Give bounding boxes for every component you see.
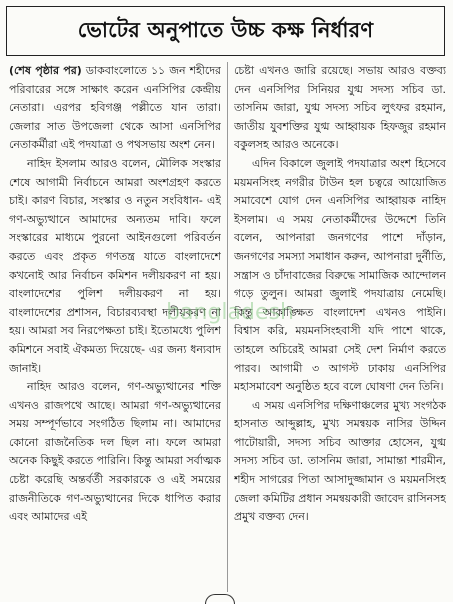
paragraph: নাহিদ আরও বলেন, গণ-অভ্যুত্থানের শক্তি এখনও রাজপথে আছে। আমরা গণ-অভ্যুত্থানের সময় সম্পূর্ণভাবে সংগঠিত ছিলাম না। আমাদের কোনো রাজনৈতিক দল ছিল না। ফলে আমরা অনেক কিছুই করতে পারিনি। কিন্তু আমরা সর্বাত্মক চেষ্টা করেছি অন্তর্বর্তী সরকারকে ও এই সময়ের রাজনীতিকে গণ-অভ্যুত্থানের দিকে ধাপিত করার এবং আমাদের এই <box>9 380 221 524</box>
paragraph: নাহিদ ইসলাম আরও বলেন, মৌলিক সংস্কার শেষে আগামী নির্বাচনে আমরা অংশগ্রহণ করতে চাই। কারণ বিচার, সংস্কার ও নতুন সংবিধান- এই গণ-অভ্যুত্থানে আমাদের অন্যতম দাবি। ফলে সংস্কারের মাধ্যমে পুরনো আইনগুলো পরিবর্তন করতে এবং প্রকৃত গণতন্ত্র যাতে বাংলাদেশে কখনোই আর নির্বাচন কমিশন দলীয়করণ না হয়। বাংলাদেশের পুলিশ দলীয়করণ না হয়। বাংলাদেশের প্রশাসন, বিচারব্যবস্থা দলীয়করণ না হয়। আমরা সব নিরপেক্ষতা চাই। ইতোমধ্যে পুলিশ কমিশনে সবাই ঐকমত্য দিয়েছে- এর জন্য ধন্যবাদ জানাই। <box>9 156 221 375</box>
headline-box <box>6 6 445 56</box>
paragraph: এদিন বিকালে জুলাই পদযাত্রার অংশ হিসেবে ময়মনসিংহ নগরীর টাউন হল চত্বরে আয়োজিত সমাবেশে যোগ দেন এনসিপির আহ্বায়ক নাহিদ ইসলাম। এ সময় নেতাকর্মীদের উদ্দেশে তিনি বলেন, আপনারা জনগণের পাশে দাঁড়ান, জনগণের সমস্যা সমাধান করুন, আপনারা দুর্নীতি, সন্ত্রাস ও চাঁদাবাজের বিরুদ্ধে সামাজিক আন্দোলন গড়ে তুলুন। আমরা জুলাই পদযাত্রায় নেমেছি। কিন্তু আকাঙ্ক্ষিত বাংলাদেশ এখনও পাইনি। বিশ্বাস করি, ময়মনসিংহবাসী যদি পাশে থাকে, তাহলে অচিরেই আমরা সেই দেশ নির্মাণ করতে পারব। আগামী ৩ আগস্ট ঢাকায় এনসিপির মহাসমাবেশ অনুষ্ঠিত হবে বলে ঘোষণা দেন তিনি। <box>234 156 446 394</box>
column-divider <box>227 62 228 592</box>
article-column-left <box>9 62 221 594</box>
headline: ভোটের অনুপাতে উচ্চ কক্ষ নির্ধারণ <box>77 17 374 42</box>
paragraph-text: ডাকবাংলোতে ১১ জন শহীদের পরিবারের সঙ্গে সাক্ষাৎ করেন এনসিপির কেন্দ্রীয় নেতারা। এরপর হবিগঞ্জ পল্লীতে যান তারা। জেলার সাত উপজেলা থেকে আসা এনসিপির নেতাকর্মীরা এই পদযাত্রা ও পথসভায় অংশ নেন। <box>9 64 221 152</box>
article-column-right <box>234 62 446 594</box>
paragraph: চেষ্টা এখনও জারি রয়েছে। সভায় আরও বক্তব্য দেন এনসিপির সিনিয়র যুগ্ম সদস্য সচিব ডা. তাসনিম জারা, যুগ্ম সদস্য সচিব লুৎফর রহমান, জাতীয় যুবশক্তির যুগ্ম আহ্বায়ক হিফজুর রহমান বকুলসহ আরও অনেকে। <box>234 64 446 152</box>
page-bottom-mark <box>205 594 235 604</box>
continuation-lead: (শেষ পৃষ্ঠার পর) <box>9 64 82 77</box>
paragraph: এ সময় এনসিপির দক্ষিণাঞ্চলের মুখ্য সংগঠক হাসনাত আব্দুল্লাহ, মুখ্য সমন্বয়ক নাসির উদ্দিন পাটোয়ারী, সদস্য সচিব আক্তার হোসেন, যুগ্ম সদস্য সচিব ডা. তাসনিম জারা, সামান্তা শারমীন, শহীদ সাগরের পিতা আসাদুজ্জামান ও ময়মনসিংহ জেলা কমিটির প্রধান সমন্বয়কারী জাবেদ রাসিনসহ প্রমুখ বক্তব্য দেন। <box>234 398 446 524</box>
paragraph <box>9 62 221 155</box>
watermark: bangladesh <box>166 300 294 325</box>
